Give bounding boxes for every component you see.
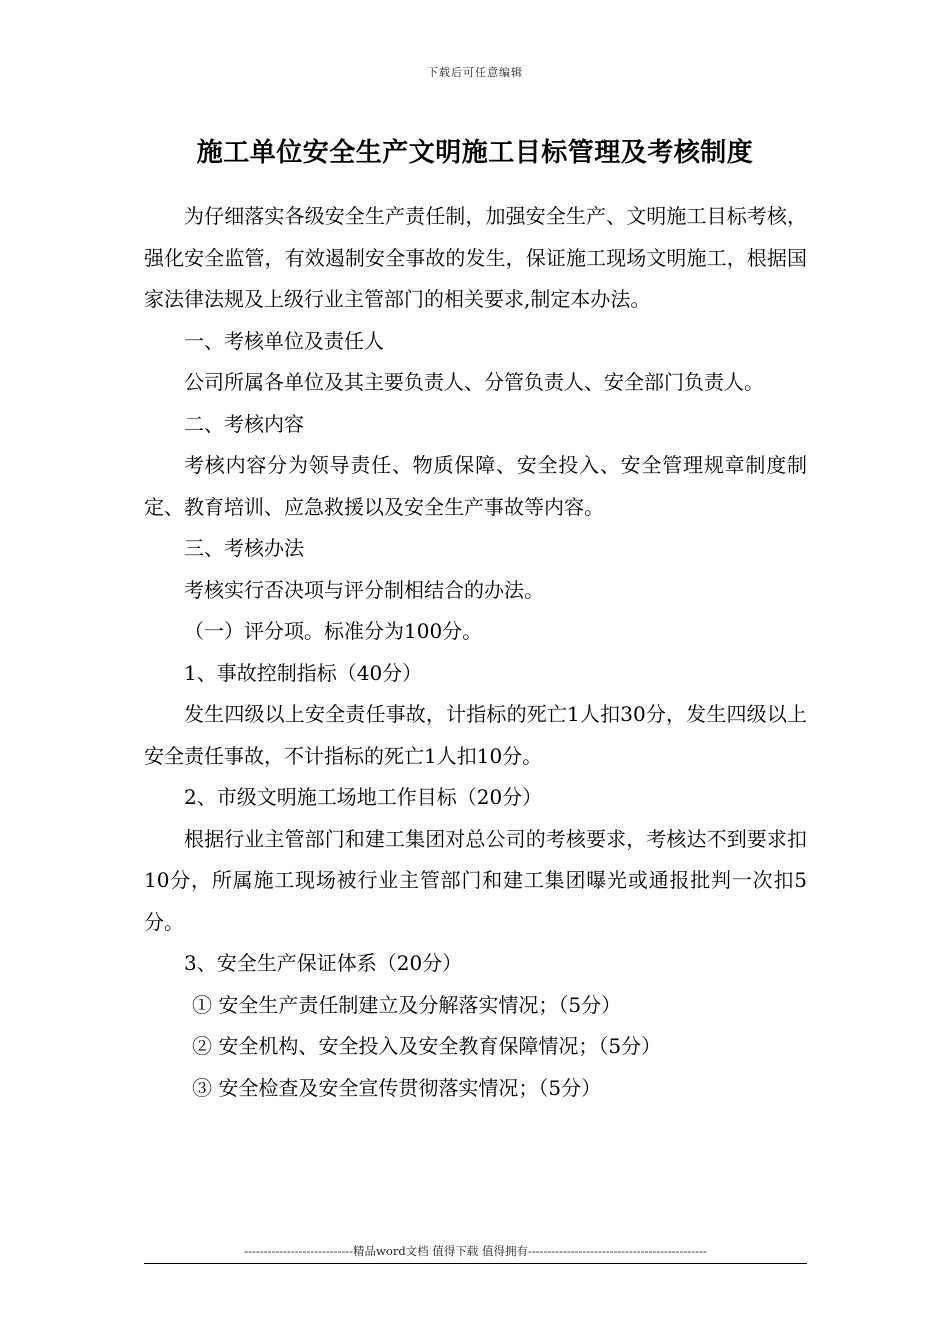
- list-item: ③ 安全检查及安全宣传贯彻落实情况；（5分）: [192, 1075, 602, 1100]
- paragraph: 发生四级以上安全责任事故，计指标的死亡1人扣30分，发生四级以上安全责任事故，不计指标的死亡1人扣10分。: [144, 702, 807, 768]
- footer-text: ----------------------------精品word文档 值得下载 值得拥有----------------------------------------------: [244, 1244, 707, 1258]
- section-heading-2: 二、考核内容: [184, 411, 304, 436]
- section-heading-3: 三、考核办法: [184, 536, 304, 560]
- document-body: [144, 196, 807, 1109]
- paragraph: 考核实行否决项与评分制相结合的办法。: [184, 577, 544, 602]
- list-item: ② 安全机构、安全投入及安全教育保障情况；（5分）: [192, 1034, 662, 1058]
- header-note: 下载后可任意编辑: [427, 66, 523, 79]
- paragraph: 考核内容分为领导责任、物质保障、安全投入、安全管理规章制度制定、教育培训、应急救援以及安全生产事故等内容。: [144, 453, 807, 519]
- intro-paragraph: 为仔细落实各级安全生产责任制，加强安全生产、文明施工目标考核，强化安全监管，有效遏制安全事故的发生，保证施工现场文明施工，根据国家法律法规及上级行业主管部门的相关要求,制定本办法。: [144, 204, 807, 311]
- subsection-heading: （一）评分项。标准分为100分。: [184, 619, 483, 643]
- section-heading-1: 一、考核单位及责任人: [184, 328, 384, 353]
- item-heading-1: 1、事故控制指标（40分）: [184, 660, 423, 685]
- list-item: ① 安全生产责任制建立及分解落实情况；（5分）: [192, 992, 622, 1017]
- item-heading-3: 3、安全生产保证体系（20分）: [184, 951, 463, 975]
- paragraph: 根据行业主管部门和建工集团对总公司的考核要求，考核达不到要求扣10分，所属施工现场被行业主管部门和建工集团曝光或通报批判一次扣5分。: [144, 826, 807, 934]
- item-heading-2: 2、市级文明施工场地工作目标（20分）: [184, 785, 543, 809]
- document-title: 施工单位安全生产文明施工目标管理及考核制度: [196, 138, 754, 168]
- paragraph: 公司所属各单位及其主要负责人、分管负责人、安全部门负责人。: [184, 370, 764, 394]
- footer-divider: [144, 1263, 807, 1264]
